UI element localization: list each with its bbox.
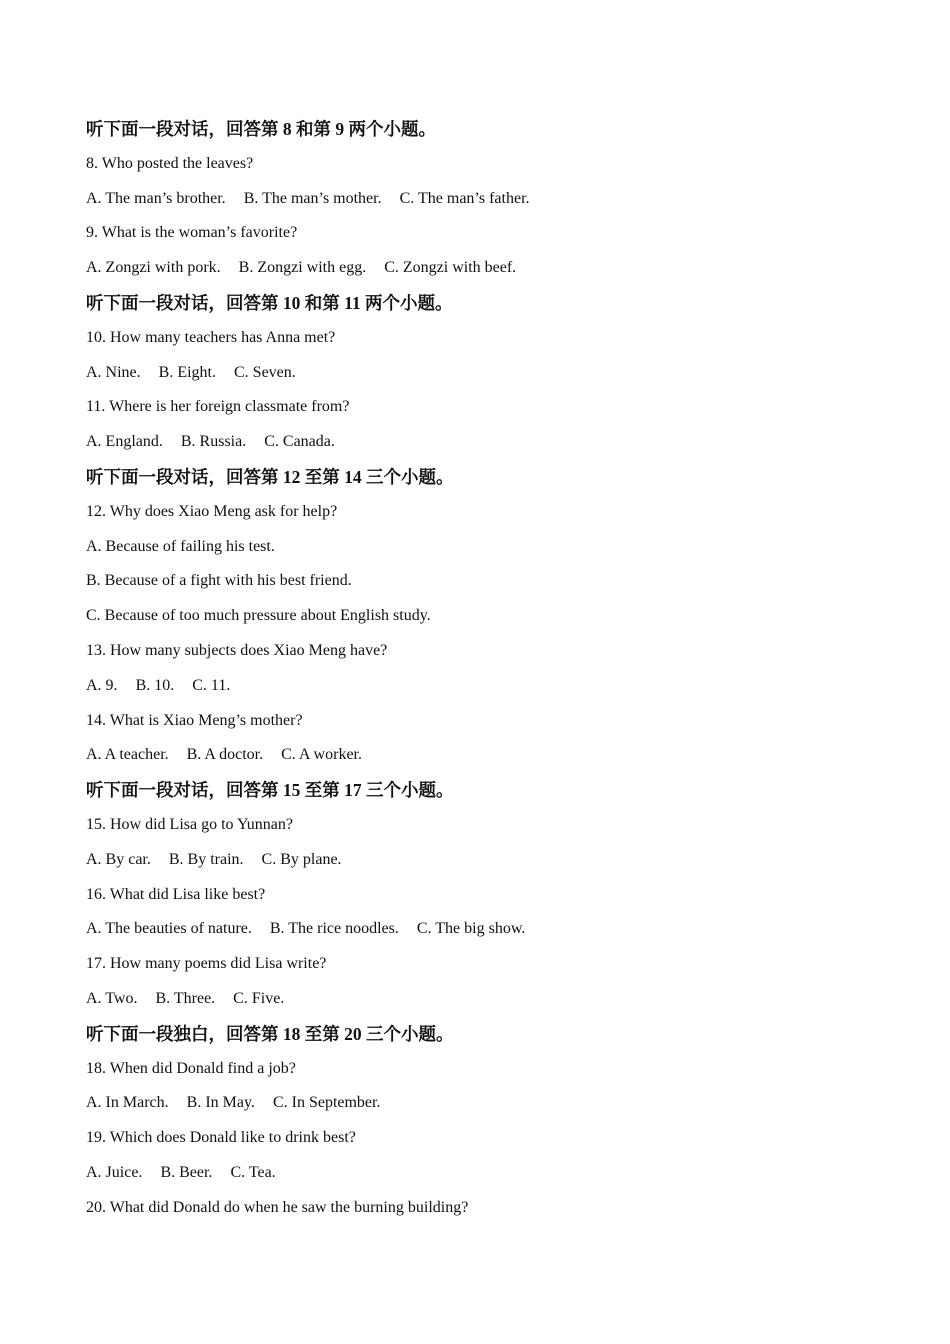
answer-option: B. Zongzi with egg. — [238, 259, 367, 277]
answer-option: A. By car. — [86, 850, 151, 868]
question-text: 9. What is the woman’s favorite? — [86, 224, 298, 242]
question-text: 12. Why does Xiao Meng ask for help? — [86, 502, 338, 520]
answer-option: A. The beauties of nature. — [86, 920, 252, 938]
answer-option: B. A doctor. — [186, 746, 264, 764]
answer-option: A. Nine. — [86, 363, 141, 381]
section-heading: 听下面一段对话，回答第 10 和第 11 两个小题。 — [86, 292, 453, 313]
answer-options — [86, 356, 906, 391]
answer-options — [86, 599, 906, 634]
answer-option: B. By train. — [168, 850, 244, 868]
answer-option: B. The rice noodles. — [269, 920, 399, 938]
answer-option: A. Two. — [86, 989, 138, 1007]
question-text: 10. How many teachers has Anna met? — [86, 328, 336, 346]
answer-options — [86, 182, 906, 217]
answer-option: A. Zongzi with pork. — [86, 259, 221, 277]
answer-option: C. In September. — [272, 1094, 381, 1112]
answer-option: C. The man’s father. — [399, 189, 530, 207]
answer-option: A. Juice. — [86, 1163, 143, 1181]
answer-option: B. 10. — [135, 676, 175, 694]
question-text: 14. What is Xiao Meng’s mother? — [86, 711, 303, 729]
answer-option: B. Beer. — [160, 1163, 213, 1181]
answer-option: A. England. — [86, 433, 163, 451]
answer-options — [86, 1156, 906, 1191]
answer-option: B. Three. — [155, 989, 216, 1007]
answer-option: A. The man’s brother. — [86, 189, 226, 207]
section-heading: 听下面一段独白，回答第 18 至第 20 三个小题。 — [86, 1023, 454, 1044]
question-text: 19. Which does Donald like to drink best? — [86, 1129, 356, 1147]
answer-option: B. In May. — [186, 1094, 255, 1112]
answer-options — [86, 912, 906, 947]
answer-option: A. 9. — [86, 676, 118, 694]
question-text: 17. How many poems did Lisa write? — [86, 955, 327, 973]
answer-options — [86, 982, 906, 1017]
document-page — [86, 112, 906, 1226]
answer-option: B. Eight. — [158, 363, 216, 381]
question-text: 15. How did Lisa go to Yunnan? — [86, 815, 293, 833]
question-text: 16. What did Lisa like best? — [86, 885, 266, 903]
answer-option: A. Because of failing his test. — [86, 537, 275, 555]
answer-option: C. Tea. — [230, 1163, 276, 1181]
answer-option: C. Seven. — [234, 363, 296, 381]
answer-options — [86, 843, 906, 878]
answer-options — [86, 669, 906, 704]
answer-option: C. Zongzi with beef. — [384, 259, 517, 277]
question-text: 11. Where is her foreign classmate from? — [86, 398, 350, 416]
answer-options — [86, 425, 906, 460]
question-text: 13. How many subjects does Xiao Meng have? — [86, 641, 388, 659]
answer-option: C. Five. — [233, 989, 285, 1007]
answer-option: C. Canada. — [264, 433, 335, 451]
answer-option: C. The big show. — [416, 920, 526, 938]
answer-options — [86, 564, 906, 599]
section-heading: 听下面一段对话，回答第 8 和第 9 两个小题。 — [86, 119, 436, 139]
section-heading: 听下面一段对话，回答第 12 至第 14 三个小题。 — [86, 466, 454, 487]
answer-options — [86, 251, 906, 286]
answer-option: A. A teacher. — [86, 746, 169, 764]
answer-option: B. The man’s mother. — [243, 189, 382, 207]
question-text: 18. When did Donald find a job? — [86, 1059, 296, 1077]
question-text: 20. What did Donald do when he saw the burning building? — [86, 1198, 469, 1216]
question-text: 8. Who posted the leaves? — [86, 154, 254, 172]
answer-option: A. In March. — [86, 1094, 169, 1112]
answer-options — [86, 530, 906, 565]
answer-option: B. Russia. — [180, 433, 247, 451]
answer-options — [86, 1086, 906, 1121]
answer-option: C. Because of too much pressure about English study. — [86, 607, 431, 625]
section-heading: 听下面一段对话，回答第 15 至第 17 三个小题。 — [86, 780, 454, 801]
answer-option: B. Because of a fight with his best friend. — [86, 572, 352, 590]
answer-options — [86, 738, 906, 773]
answer-option: C. By plane. — [261, 850, 342, 868]
answer-option: C. 11. — [192, 676, 231, 694]
answer-option: C. A worker. — [281, 746, 362, 764]
